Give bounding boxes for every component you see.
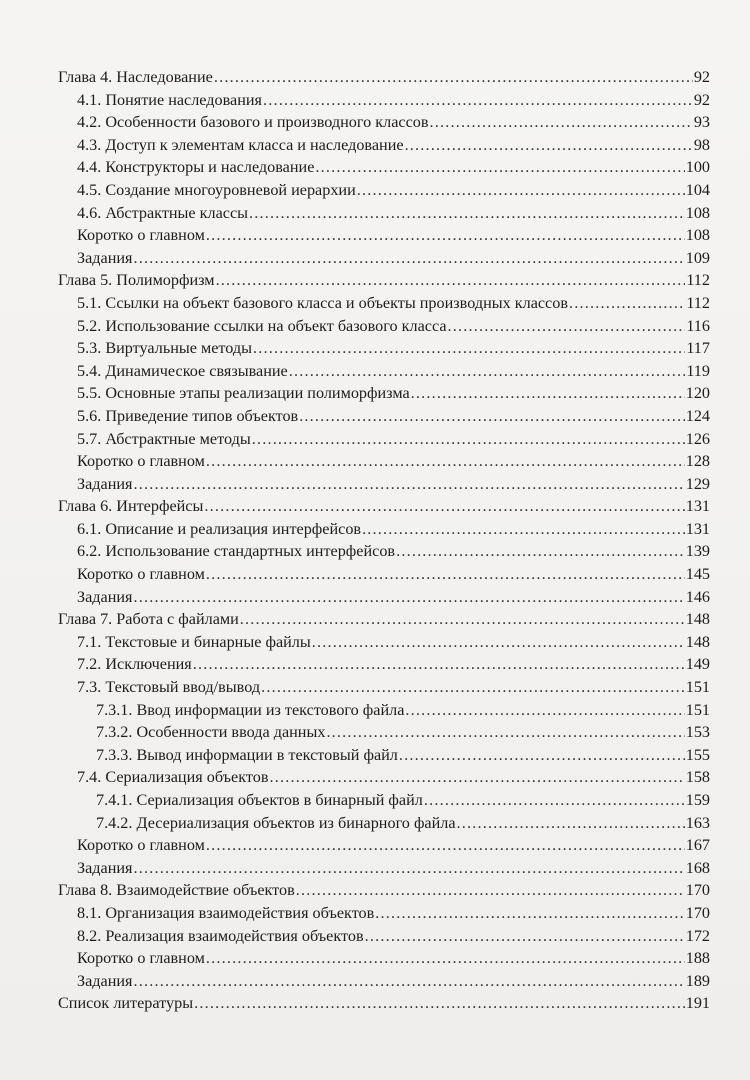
toc-entry-page-number: 153 — [685, 723, 710, 742]
toc-entry-title: Коротко о главном — [77, 836, 205, 855]
toc-section-entry — [58, 337, 710, 360]
toc-entry-page-number: 128 — [685, 452, 710, 471]
toc-section-entry — [58, 360, 710, 383]
toc-entry-title: 7.4. Сериализация объектов — [77, 768, 269, 787]
toc-entry-page-number: 131 — [685, 519, 710, 538]
toc-subsubsection-entry — [58, 721, 710, 744]
toc-entry-page-number: 117 — [686, 339, 710, 358]
dot-leader — [375, 902, 684, 925]
toc-entry-page-number: 151 — [685, 700, 710, 719]
toc-entry-title: 4.3. Доступ к элементам класса и наследование — [77, 135, 404, 154]
toc-section-entry — [58, 111, 710, 134]
toc-entry-page-number: 191 — [685, 994, 710, 1013]
toc-entry-title: Список литературы — [58, 994, 194, 1013]
toc-entry-page-number: 188 — [685, 949, 710, 968]
toc-entry-page-number: 163 — [685, 813, 710, 832]
toc-section-entry — [58, 134, 710, 157]
dot-leader — [206, 563, 685, 586]
toc-chapter-entry — [58, 269, 710, 292]
toc-section-entry — [58, 947, 710, 970]
dot-leader — [206, 224, 685, 247]
toc-section-entry — [58, 179, 710, 202]
toc-section-entry — [58, 473, 710, 496]
toc-section-entry — [58, 540, 710, 563]
toc-entry-page-number: 108 — [685, 226, 710, 245]
toc-entry-title: 6.1. Описание и реализация интерфейсов — [77, 519, 362, 538]
toc-chapter-entry — [58, 608, 710, 631]
toc-entry-title: Задания — [77, 248, 133, 267]
dot-leader — [134, 857, 685, 880]
toc-section-entry — [58, 631, 710, 654]
toc-section-entry — [58, 563, 710, 586]
dot-leader — [405, 699, 684, 722]
toc-entry-title: Коротко о главном — [77, 565, 205, 584]
toc-entry-title: 7.3.3. Вывод информации в текстовый файл — [96, 745, 398, 764]
toc-subsubsection-entry — [58, 699, 710, 722]
toc-chapter-entry — [58, 495, 710, 518]
toc-section-entry — [58, 834, 710, 857]
toc-entry-page-number: 93 — [693, 113, 710, 132]
toc-entry-title: Коротко о главном — [77, 949, 205, 968]
toc-section-entry — [58, 518, 710, 541]
toc-entry-page-number: 168 — [685, 858, 710, 877]
dot-leader — [399, 744, 685, 767]
dot-leader — [289, 360, 686, 383]
toc-section-entry — [58, 405, 710, 428]
toc-section-entry — [58, 902, 710, 925]
toc-entry-title: Коротко о главном — [77, 452, 205, 471]
toc-entry-title: 7.1. Текстовые и бинарные файлы — [77, 632, 311, 651]
toc-entry-title: Задания — [77, 971, 133, 990]
toc-entry-title: 5.4. Динамическое связывание — [77, 361, 288, 380]
toc-section-entry — [58, 382, 710, 405]
toc-entry-page-number: 151 — [685, 678, 710, 697]
toc-chapter-entry — [58, 66, 710, 89]
toc-subsubsection-entry — [58, 744, 710, 767]
dot-leader — [206, 834, 685, 857]
toc-entry-page-number: 158 — [685, 768, 710, 787]
toc-entry-title: Задания — [77, 474, 133, 493]
toc-section-entry — [58, 156, 710, 179]
toc-entry-title: 7.3.1. Ввод информации из текстового файла — [96, 700, 405, 719]
toc-entry-page-number: 167 — [685, 836, 710, 855]
dot-leader — [134, 586, 685, 609]
toc-entry-page-number: 148 — [685, 610, 710, 629]
toc-section-entry — [58, 428, 710, 451]
dot-leader — [448, 315, 686, 338]
toc-entry-title: Глава 7. Работа с файлами — [58, 610, 239, 629]
toc-section-entry — [58, 315, 710, 338]
dot-leader — [206, 947, 685, 970]
toc-entry-title: 5.2. Использование ссылки на объект базового класса — [77, 316, 447, 335]
toc-section-entry — [58, 676, 710, 699]
dot-leader — [299, 405, 685, 428]
toc-entry-page-number: 100 — [685, 158, 710, 177]
dot-leader — [204, 495, 684, 518]
toc-entry-page-number: 108 — [685, 203, 710, 222]
dot-leader — [357, 179, 685, 202]
toc-entry-title: 8.2. Реализация взаимодействия объектов — [77, 926, 364, 945]
dot-leader — [315, 156, 684, 179]
dot-leader — [569, 292, 685, 315]
toc-entry-page-number: 92 — [693, 90, 710, 109]
toc-entry-page-number: 170 — [685, 881, 710, 900]
toc-entry-title: 8.1. Организация взаимодействия объектов — [77, 903, 375, 922]
toc-entry-page-number: 145 — [685, 565, 710, 584]
toc-section-entry — [58, 857, 710, 880]
toc-entry-page-number: 120 — [685, 384, 710, 403]
toc-entry-title: Глава 4. Наследование — [58, 68, 213, 86]
toc-entry-title: Задания — [77, 858, 133, 877]
toc-entry-page-number: 172 — [685, 926, 710, 945]
dot-leader — [134, 970, 685, 993]
toc-entry-title: Глава 5. Полиморфизм — [58, 271, 215, 290]
dot-leader — [216, 269, 686, 292]
toc-entry-title: 5.6. Приведение типов объектов — [77, 406, 299, 425]
dot-leader — [253, 337, 685, 360]
dot-leader — [312, 631, 685, 654]
toc-entry-title: 5.3. Виртуальные методы — [77, 339, 252, 358]
dot-leader — [457, 812, 685, 835]
toc-section-entry — [58, 224, 710, 247]
toc-entry-title: 4.5. Создание многоуровневой иерархии — [77, 180, 356, 199]
toc-section-entry — [58, 766, 710, 789]
table-of-contents — [58, 66, 710, 1015]
toc-entry-page-number: 148 — [685, 632, 710, 651]
toc-subsubsection-entry — [58, 789, 710, 812]
dot-leader — [430, 111, 693, 134]
dot-leader — [214, 66, 693, 89]
toc-entry-page-number: 112 — [686, 293, 710, 312]
toc-entry-title: 6.2. Использование стандартных интерфейсов — [77, 542, 396, 561]
toc-entry-page-number: 116 — [686, 316, 710, 335]
toc-entry-title: 4.1. Понятие наследования — [77, 90, 262, 109]
toc-entry-title: 7.4.1. Сериализация объектов в бинарный файл — [96, 791, 423, 809]
toc-section-entry — [58, 89, 710, 112]
dot-leader — [206, 450, 685, 473]
toc-section-entry — [58, 970, 710, 993]
toc-entry-title: 5.1. Ссылки на объект базового класса и объекты производных классов — [77, 293, 568, 312]
toc-entry-page-number: 146 — [685, 587, 710, 606]
toc-section-entry — [58, 586, 710, 609]
dot-leader — [263, 89, 693, 112]
toc-entry-page-number: 112 — [686, 271, 710, 290]
toc-entry-title: 4.4. Конструкторы и наследование — [77, 158, 315, 177]
toc-chapter-entry — [58, 992, 710, 1015]
toc-entry-title: Коротко о главном — [77, 226, 205, 245]
dot-leader — [252, 428, 685, 451]
dot-leader — [411, 382, 685, 405]
toc-entry-page-number: 92 — [693, 68, 710, 86]
toc-entry-page-number: 149 — [685, 655, 710, 674]
dot-leader — [261, 676, 685, 699]
dot-leader — [134, 473, 685, 496]
toc-chapter-entry — [58, 879, 710, 902]
toc-entry-title: 7.3. Текстовый ввод/вывод — [77, 678, 261, 697]
dot-leader — [134, 247, 685, 270]
toc-entry-page-number: 98 — [693, 135, 710, 154]
toc-entry-title: 4.2. Особенности базового и производного классов — [77, 113, 429, 132]
dot-leader — [405, 134, 693, 157]
dot-leader — [296, 879, 685, 902]
dot-leader — [240, 608, 685, 631]
dot-leader — [365, 925, 685, 948]
toc-entry-title: 5.7. Абстрактные методы — [77, 429, 251, 448]
toc-entry-title: 4.6. Абстрактные классы — [77, 203, 249, 222]
toc-entry-title: 7.4.2. Десериализация объектов из бинарного файла — [96, 813, 456, 832]
toc-section-entry — [58, 247, 710, 270]
toc-entry-page-number: 124 — [685, 406, 710, 425]
toc-entry-title: Глава 8. Взаимодействие объектов — [58, 881, 295, 900]
dot-leader — [362, 518, 685, 541]
toc-section-entry — [58, 450, 710, 473]
toc-entry-page-number: 109 — [685, 248, 710, 267]
toc-section-entry — [58, 292, 710, 315]
toc-entry-page-number: 104 — [685, 180, 710, 199]
dot-leader — [269, 766, 684, 789]
toc-entry-page-number: 131 — [685, 497, 710, 516]
dot-leader — [424, 789, 685, 812]
toc-entry-page-number: 159 — [685, 791, 710, 809]
dot-leader — [194, 992, 685, 1015]
toc-section-entry — [58, 653, 710, 676]
toc-entry-title: Задания — [77, 587, 133, 606]
toc-entry-page-number: 119 — [686, 361, 710, 380]
toc-entry-title: 5.5. Основные этапы реализации полиморфизма — [77, 384, 410, 403]
toc-entry-page-number: 189 — [685, 971, 710, 990]
toc-entry-page-number: 139 — [685, 542, 710, 561]
toc-entry-page-number: 129 — [685, 474, 710, 493]
toc-section-entry — [58, 202, 710, 225]
toc-entry-page-number: 155 — [685, 745, 710, 764]
toc-entry-title: Глава 6. Интерфейсы — [58, 497, 204, 516]
dot-leader — [396, 540, 685, 563]
toc-section-entry — [58, 925, 710, 948]
toc-entry-title: 7.3.2. Особенности ввода данных — [96, 723, 326, 742]
dot-leader — [193, 653, 685, 676]
toc-entry-title: 7.2. Исключения — [77, 655, 192, 674]
toc-subsubsection-entry — [58, 812, 710, 835]
dot-leader — [326, 721, 684, 744]
dot-leader — [249, 202, 685, 225]
toc-entry-page-number: 126 — [685, 429, 710, 448]
toc-entry-page-number: 170 — [685, 903, 710, 922]
